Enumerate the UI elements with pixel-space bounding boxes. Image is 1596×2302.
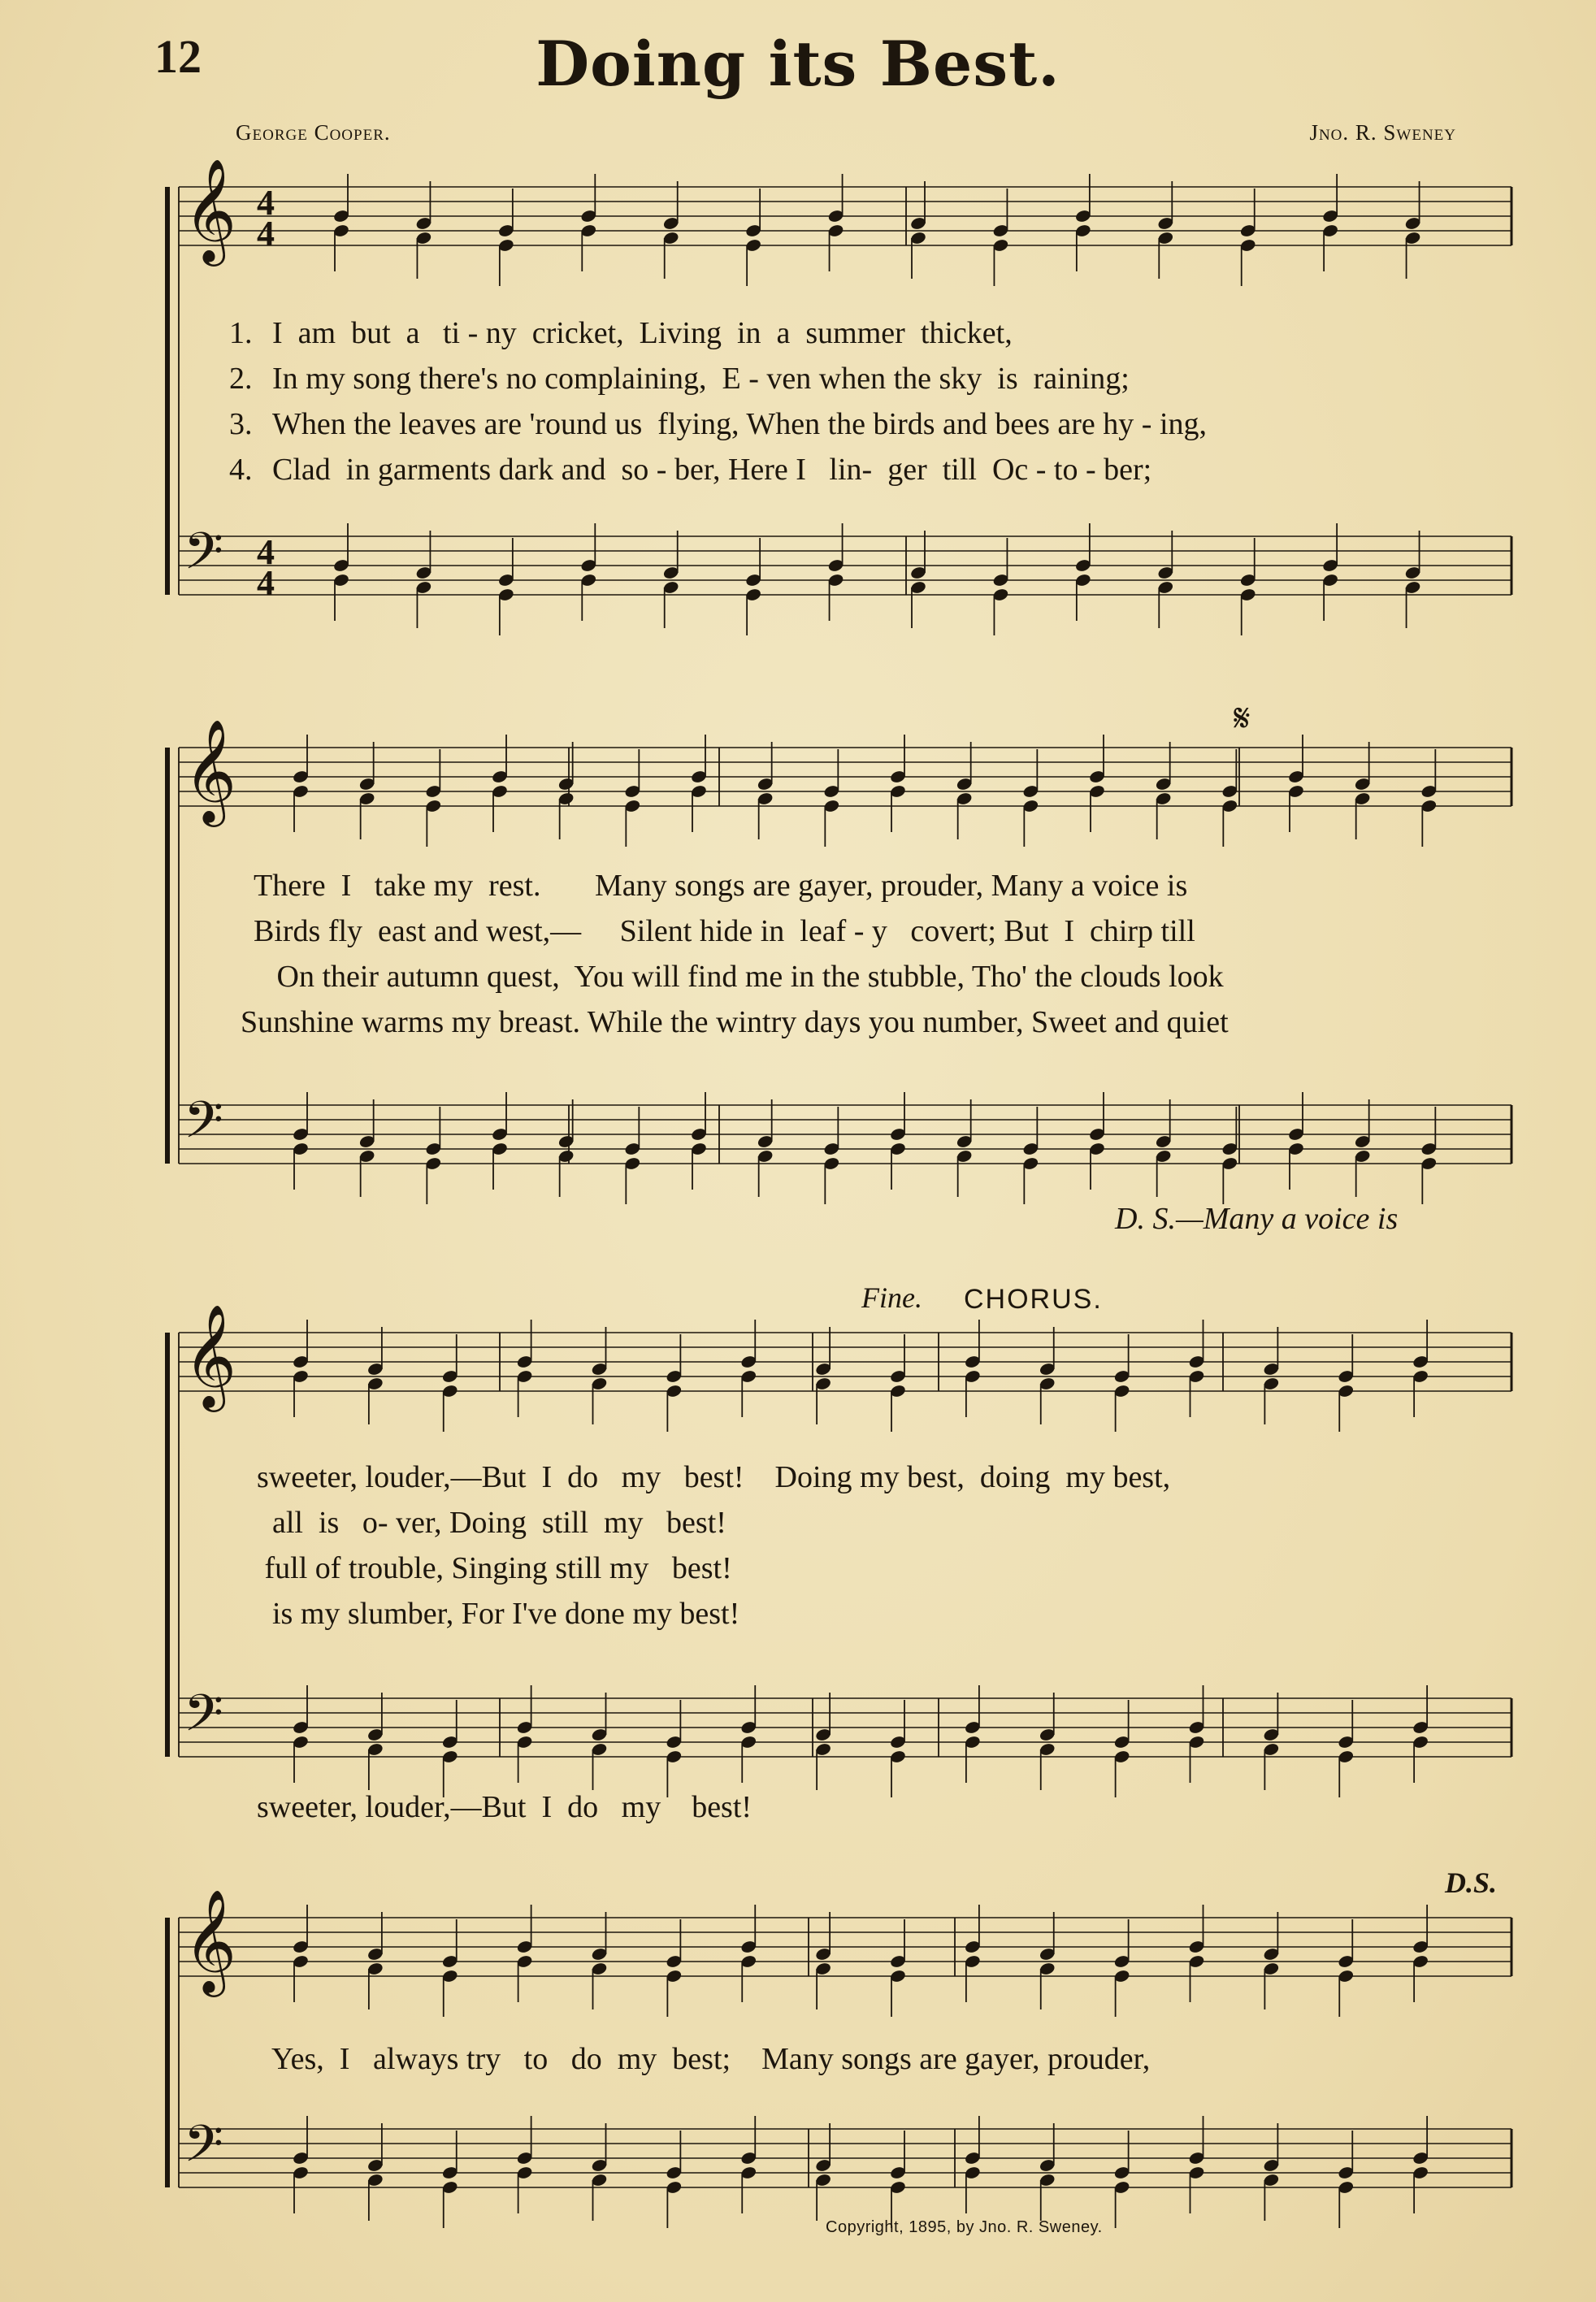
lyricist-credit: George Cooper. [236,120,391,145]
lyric-line: There I take my rest. Many songs are gayer, prouder, Many a voice is [254,869,1188,903]
ds-marking: D.S. [1445,1866,1498,1899]
music-system-3 [0,1281,1596,1836]
music-system-2 [0,696,1596,1236]
segno-sign: 𝄋 [1234,696,1251,741]
lyric-line: is my slumber, For I've done my best! [257,1597,740,1631]
composer-credit: Jno. R. Sweney [1309,120,1456,145]
lyric-line: When the leaves are 'round us flying, When the birds and bees are hy - ing, [272,407,1208,441]
staff-system-1 [0,158,1596,626]
verse-number: 3. [229,407,253,441]
treble-clef: 𝄞 [184,158,237,262]
lyric-line: In my song there's no complaining, E - ven when the sky is raining; [272,362,1130,396]
lyric-line: On their autumn quest, You will find me in the stubble, Tho' the clouds look [254,960,1224,994]
treble-clef: 𝄞 [184,1303,237,1407]
treble-clef: 𝄞 [184,1888,237,1992]
fine-marking: Fine. [861,1281,922,1314]
verse-number: 2. [229,362,253,396]
lyric-line: Sunshine warms my breast. While the wintry days you number, Sweet and quiet [241,1005,1229,1039]
time-signature-bottom: 4 [257,563,275,603]
verse-number: 4. [229,453,253,487]
verse-number: 1. [229,316,253,350]
lyric-line: Birds fly east and west,— Silent hide in leaf - y covert; But I chirp till [254,914,1195,948]
music-system-1 [0,158,1596,626]
page-number: 12 [154,30,202,83]
lyric-line: sweeter, louder,—But I do my best! Doing my best, doing my best, [257,1460,1171,1494]
music-system-4 [0,1866,1596,2259]
copyright-notice: Copyright, 1895, by Jno. R. Sweney. [826,2218,1103,2236]
bass-clef: 𝄢 [184,1090,223,1162]
lyric-line: full of trouble, Singing still my best! [257,1551,732,1585]
time-signature-bottom: 4 [257,214,275,254]
lyric-line: Yes, I always try to do my best; Many songs are gayer, prouder, [271,2042,1151,2076]
time-signature-top: 4 [257,183,275,223]
treble-clef: 𝄞 [184,718,237,822]
bass-clef: 𝄢 [184,521,223,593]
lyric-line: sweeter, louder,—But I do my best! [257,1790,752,1824]
lyric-line: all is o- ver, Doing still my best! [257,1506,726,1540]
chorus-label: CHORUS. [964,1284,1103,1315]
bass-clef: 𝄢 [184,2113,223,2186]
song-title: Doing its Best. [536,28,1060,100]
bass-clef: 𝄢 [184,1683,223,1755]
staff-system-3 [0,1303,1596,1836]
ds-lyric-cue: D. S.—Many a voice is [1115,1202,1399,1236]
lyric-line: Clad in garments dark and so - ber, Here I lin- ger till Oc - to - ber; [272,453,1152,487]
lyric-line: I am but a ti - ny cricket, Living in a summer thicket, [272,316,1013,350]
time-signature-top: 4 [257,532,275,572]
staff-system-4 [0,1888,1596,2259]
